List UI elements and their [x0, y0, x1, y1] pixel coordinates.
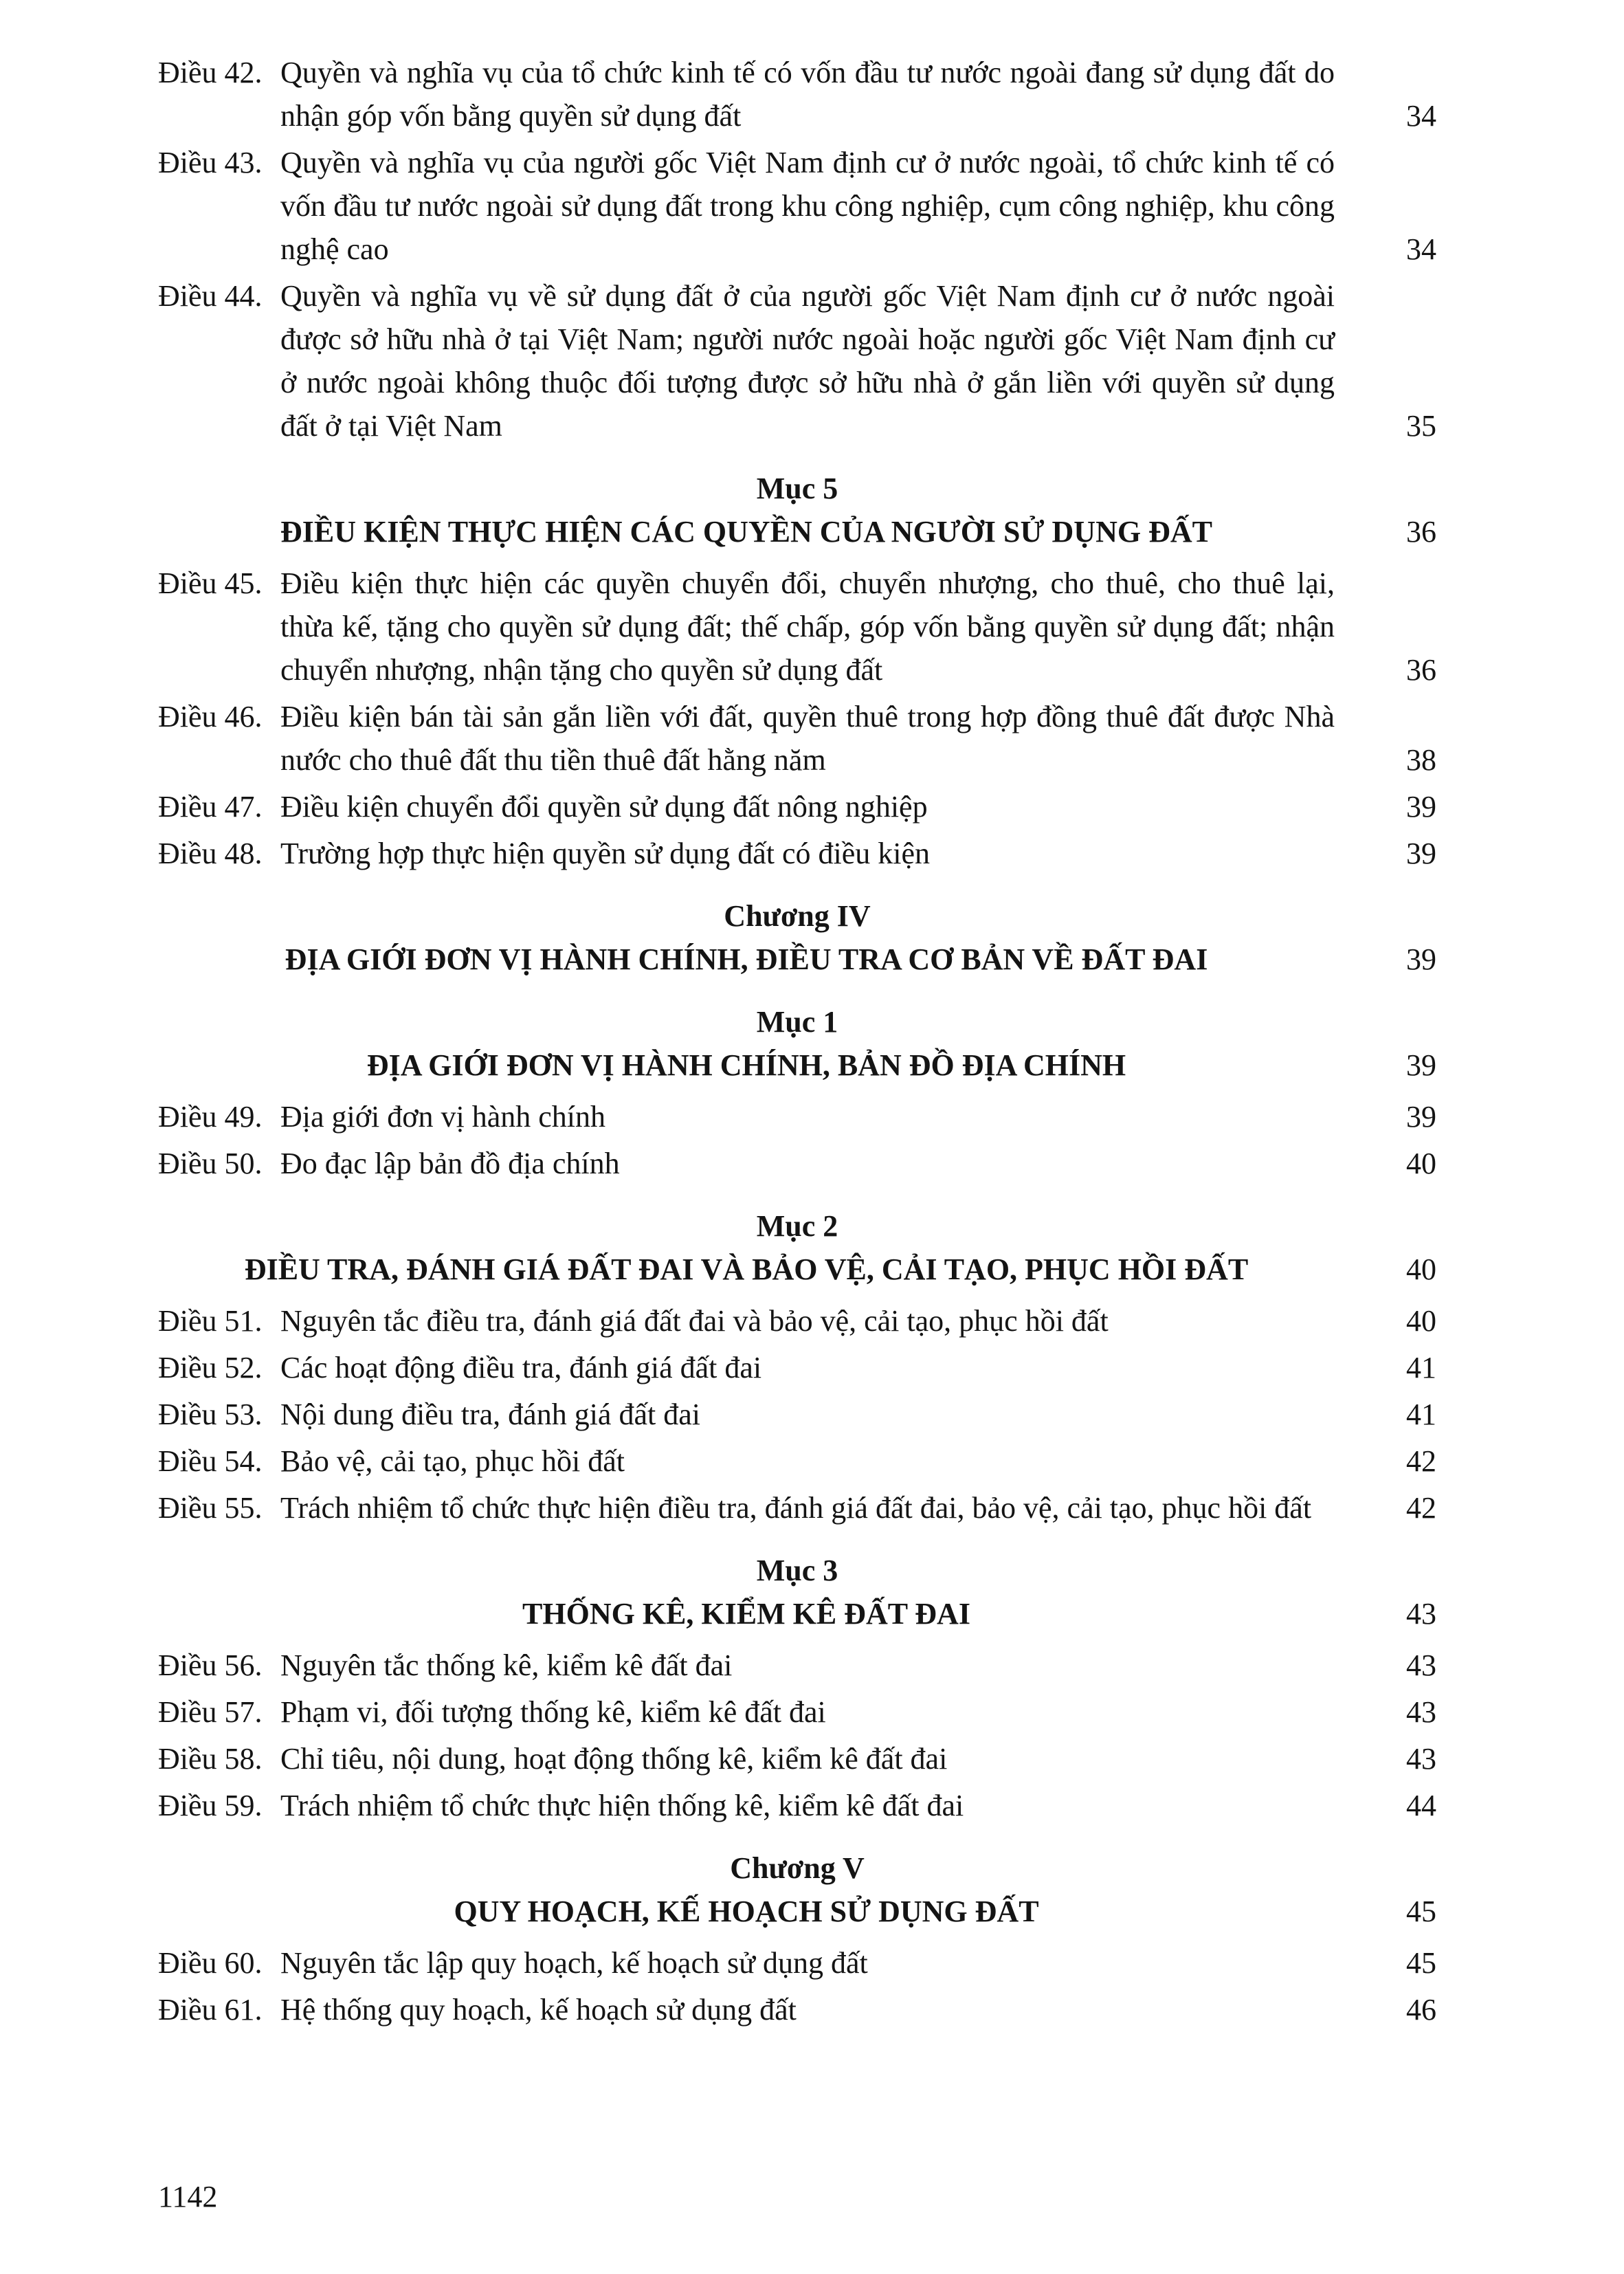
toc-entry	[158, 1486, 1436, 1530]
toc-entry-text: Điều kiện bán tài sản gắn liền với đất, quyền thuê trong hợp đồng thuê đất được Nhà nước cho thuê đất thu tiền thuê đất hằng năm	[280, 700, 1335, 777]
toc-section-heading	[158, 894, 1436, 981]
toc-entry-page: 43	[1406, 1648, 1436, 1682]
section-page-number: 36	[1406, 515, 1436, 549]
toc-entry-label: Điều 53.	[158, 1398, 263, 1431]
section-title: THỐNG KÊ, KIỂM KÊ ĐẤT ĐAI	[522, 1597, 970, 1631]
toc-entry-label: Điều 46.	[158, 700, 263, 733]
toc-entry-label: Điều 61.	[158, 1993, 263, 2027]
toc-entry-label: Điều 54.	[158, 1444, 263, 1478]
toc-section-heading	[158, 1204, 1436, 1291]
section-title: ĐIỀU TRA, ĐÁNH GIÁ ĐẤT ĐAI VÀ BẢO VỆ, CẢI TẠO, PHỤC HỒI ĐẤT	[244, 1252, 1249, 1286]
toc-entry-label: Điều 44.	[158, 279, 263, 313]
toc-entry-label: Điều 47.	[158, 790, 263, 824]
toc-entry-page: 46	[1406, 1993, 1436, 2027]
toc-section-heading	[158, 1549, 1436, 1635]
toc-entry-label: Điều 60.	[158, 1946, 263, 1980]
section-kicker: Chương V	[730, 1851, 865, 1885]
toc-list	[158, 51, 1436, 2031]
toc-entry-label: Điều 56.	[158, 1648, 263, 1682]
section-kicker: Mục 1	[756, 1005, 838, 1039]
toc-entry-label: Điều 59.	[158, 1789, 263, 1822]
toc-entry-text: Điều kiện chuyển đổi quyền sử dụng đất nông nghiệp	[280, 790, 928, 824]
page-number-footer: 1142	[158, 2180, 218, 2214]
toc-entry-page: 43	[1406, 1742, 1436, 1776]
toc-entry-label: Điều 58.	[158, 1742, 263, 1776]
toc-entry	[158, 1346, 1436, 1389]
toc-entry	[158, 562, 1436, 692]
toc-entry	[158, 832, 1436, 875]
toc-section-heading	[158, 1000, 1436, 1087]
toc-entry	[158, 1095, 1436, 1138]
toc-entry-page: 42	[1406, 1491, 1436, 1525]
toc-entry-text: Nội dung điều tra, đánh giá đất đai	[280, 1398, 700, 1431]
toc-entry-label: Điều 51.	[158, 1304, 263, 1338]
toc-entry	[158, 1784, 1436, 1827]
toc-entry-page: 39	[1406, 837, 1436, 870]
toc-entry-page: 43	[1406, 1695, 1436, 1729]
section-title: ĐIỀU KIỆN THỰC HIỆN CÁC QUYỀN CỦA NGƯỜI SỬ DỤNG ĐẤT	[280, 515, 1212, 549]
toc-entry-text: Trách nhiệm tổ chức thực hiện điều tra, đánh giá đất đai, bảo vệ, cải tạo, phục hồi đất	[280, 1491, 1312, 1525]
toc-entry-page: 44	[1406, 1789, 1436, 1822]
section-kicker: Mục 5	[756, 472, 838, 505]
section-kicker: Chương IV	[724, 899, 871, 933]
section-page-number: 39	[1406, 942, 1436, 976]
toc-entry-text: Điều kiện thực hiện các quyền chuyển đổi, chuyển nhượng, cho thuê, cho thuê lại, thừa kế, tặng cho quyền sử dụng đất; thế chấp, góp vốn bằng quyền sử dụng đất; nhận chuyển nhượng, nhận tặng cho quyền sử dụng đất	[280, 566, 1335, 687]
toc-entry-label: Điều 50.	[158, 1147, 263, 1180]
toc-entry-text: Trường hợp thực hiện quyền sử dụng đất có điều kiện	[280, 837, 931, 870]
toc-entry-page: 40	[1406, 1304, 1436, 1338]
section-title: ĐỊA GIỚI ĐƠN VỊ HÀNH CHÍNH, ĐIỀU TRA CƠ BẢN VỀ ĐẤT ĐAI	[285, 942, 1208, 976]
toc-entry-label: Điều 42.	[158, 56, 263, 89]
toc-entry	[158, 141, 1436, 271]
toc-entry-label: Điều 49.	[158, 1100, 263, 1134]
toc-entry	[158, 1690, 1436, 1734]
toc-entry	[158, 1393, 1436, 1436]
toc-entry-text: Quyền và nghĩa vụ của người gốc Việt Nam định cư ở nước ngoài, tổ chức kinh tế có vốn đầu tư nước ngoài sử dụng đất trong khu công nghiệp, cụm công nghiệp, khu công nghệ cao	[280, 146, 1335, 266]
toc-entry-label: Điều 55.	[158, 1491, 263, 1525]
toc-entry-text: Quyền và nghĩa vụ của tổ chức kinh tế có vốn đầu tư nước ngoài đang sử dụng đất do nhận góp vốn bằng quyền sử dụng đất	[280, 56, 1335, 133]
toc-entry-text: Nguyên tắc lập quy hoạch, kế hoạch sử dụng đất	[280, 1946, 868, 1980]
toc-entry	[158, 51, 1436, 137]
toc-entry-text: Quyền và nghĩa vụ về sử dụng đất ở của người gốc Việt Nam định cư ở nước ngoài được sở hữu nhà ở tại Việt Nam; người nước ngoài hoặc người gốc Việt Nam định cư ở nước ngoài không thuộc đối tượng được sở hữu nhà ở gắn liền với quyền sử dụng đất ở tại Việt Nam	[280, 279, 1335, 443]
toc-entry-label: Điều 52.	[158, 1351, 263, 1384]
toc-entry-page: 45	[1406, 1946, 1436, 1980]
section-kicker: Mục 3	[756, 1554, 838, 1587]
toc-section-heading	[158, 1846, 1436, 1933]
section-title-row	[158, 1890, 1436, 1933]
section-title-row	[158, 510, 1436, 553]
toc-entry	[158, 1142, 1436, 1185]
toc-entry-text: Trách nhiệm tổ chức thực hiện thống kê, kiểm kê đất đai	[280, 1789, 964, 1822]
toc-entry	[158, 1737, 1436, 1780]
toc-entry	[158, 1941, 1436, 1985]
section-title-row	[158, 1044, 1436, 1087]
toc-entry-label: Điều 43.	[158, 146, 263, 179]
toc-entry-page: 41	[1406, 1398, 1436, 1431]
section-page-number: 45	[1406, 1895, 1436, 1928]
toc-entry-text: Địa giới đơn vị hành chính	[280, 1100, 606, 1134]
section-title: QUY HOẠCH, KẾ HOẠCH SỬ DỤNG ĐẤT	[454, 1895, 1039, 1928]
toc-entry-text: Nguyên tắc thống kê, kiểm kê đất đai	[280, 1648, 733, 1682]
toc-entry-page: 34	[1406, 99, 1436, 133]
toc-entry-page: 39	[1406, 1100, 1436, 1134]
toc-entry	[158, 785, 1436, 828]
toc-entry-page: 41	[1406, 1351, 1436, 1384]
toc-section-heading	[158, 467, 1436, 553]
section-kicker: Mục 2	[756, 1209, 838, 1243]
section-title-row	[158, 1248, 1436, 1291]
section-title: ĐỊA GIỚI ĐƠN VỊ HÀNH CHÍNH, BẢN ĐỒ ĐỊA CHÍNH	[366, 1048, 1126, 1082]
toc-entry-page: 34	[1406, 232, 1436, 266]
toc-entry	[158, 695, 1436, 782]
toc-entry-text: Chỉ tiêu, nội dung, hoạt động thống kê, kiểm kê đất đai	[280, 1742, 948, 1776]
section-title-row	[158, 938, 1436, 981]
toc-entry-page: 36	[1406, 653, 1436, 687]
toc-entry-page: 35	[1406, 409, 1436, 443]
toc-entry-text: Bảo vệ, cải tạo, phục hồi đất	[280, 1444, 625, 1478]
toc-entry-page: 38	[1406, 743, 1436, 777]
toc-entry-text: Đo đạc lập bản đồ địa chính	[280, 1147, 620, 1180]
section-page-number: 40	[1406, 1252, 1436, 1286]
toc-entry-label: Điều 48.	[158, 837, 263, 870]
section-page-number: 39	[1406, 1048, 1436, 1082]
toc-entry-page: 40	[1406, 1147, 1436, 1180]
toc-entry	[158, 1299, 1436, 1343]
toc-entry-text: Hệ thống quy hoạch, kế hoạch sử dụng đất	[280, 1993, 797, 2027]
toc-entry-page: 39	[1406, 790, 1436, 824]
toc-entry-text: Các hoạt động điều tra, đánh giá đất đai	[280, 1351, 762, 1384]
toc-entry	[158, 1644, 1436, 1687]
toc-entry-label: Điều 45.	[158, 566, 263, 600]
toc-entry-page: 42	[1406, 1444, 1436, 1478]
toc-entry-label: Điều 57.	[158, 1695, 263, 1729]
section-title-row	[158, 1592, 1436, 1635]
toc-entry-text: Nguyên tắc điều tra, đánh giá đất đai và bảo vệ, cải tạo, phục hồi đất	[280, 1304, 1109, 1338]
toc-entry	[158, 1439, 1436, 1483]
toc-entry	[158, 274, 1436, 448]
toc-entry-text: Phạm vi, đối tượng thống kê, kiểm kê đất đai	[280, 1695, 826, 1729]
toc-entry	[158, 1988, 1436, 2031]
section-page-number: 43	[1406, 1597, 1436, 1631]
